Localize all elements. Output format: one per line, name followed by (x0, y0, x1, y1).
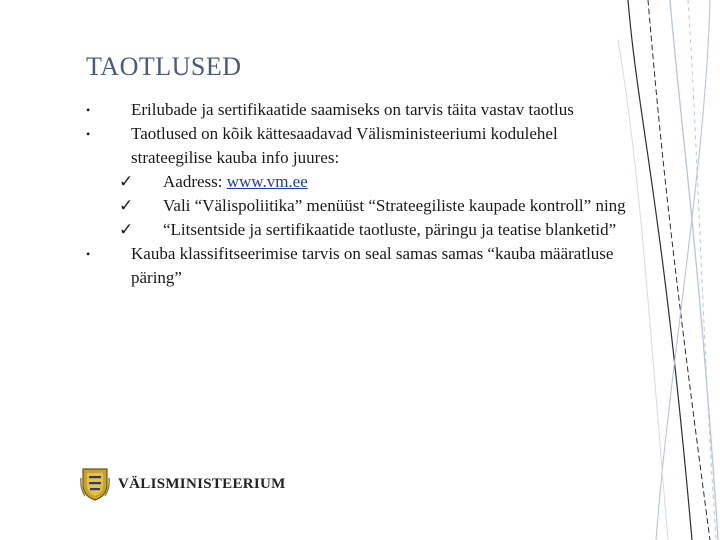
bullet-marker: • (86, 127, 91, 141)
bullet-item (86, 98, 626, 122)
ministry-logo (80, 466, 286, 502)
slide-title: TAOTLUSED (86, 52, 242, 81)
decorative-lines (610, 0, 720, 540)
bullet-list (86, 98, 626, 290)
checkmark-icon: ✓ (119, 172, 134, 191)
bullet-text: Erilubade ja sertifikaatide saamiseks on tarvis täita vastav taotlus (131, 100, 574, 119)
address-label: Aadress: (163, 172, 227, 191)
bullet-item (86, 122, 626, 170)
bullet-marker: • (86, 103, 91, 117)
checkmark-icon: ✓ (119, 196, 134, 215)
bullet-item (86, 242, 626, 290)
vm-link[interactable]: www.vm.ee (226, 172, 308, 191)
check-item (86, 170, 626, 194)
bullet-text: Kauba klassifitseerimise tarvis on seal samas samas “kauba määratluse päring” (131, 244, 614, 287)
logo-text: VÄLISMINISTEERIUM (118, 475, 286, 492)
check-text: Vali “Välispoliitika” menüüst “Strateegiliste kaupade kontroll” ning (163, 196, 626, 215)
bullet-marker: • (86, 247, 91, 261)
bullet-text: Taotlused on kõik kättesaadavad Välisministeeriumi kodulehel strateegilise kauba info juures: (131, 124, 558, 167)
check-item (86, 194, 626, 218)
check-item (86, 218, 626, 242)
checkmark-icon: ✓ (119, 220, 134, 239)
coat-of-arms-icon (80, 466, 110, 502)
check-text: “Litsentside ja sertifikaatide taotluste, päringu ja teatise blanketid” (163, 220, 617, 239)
